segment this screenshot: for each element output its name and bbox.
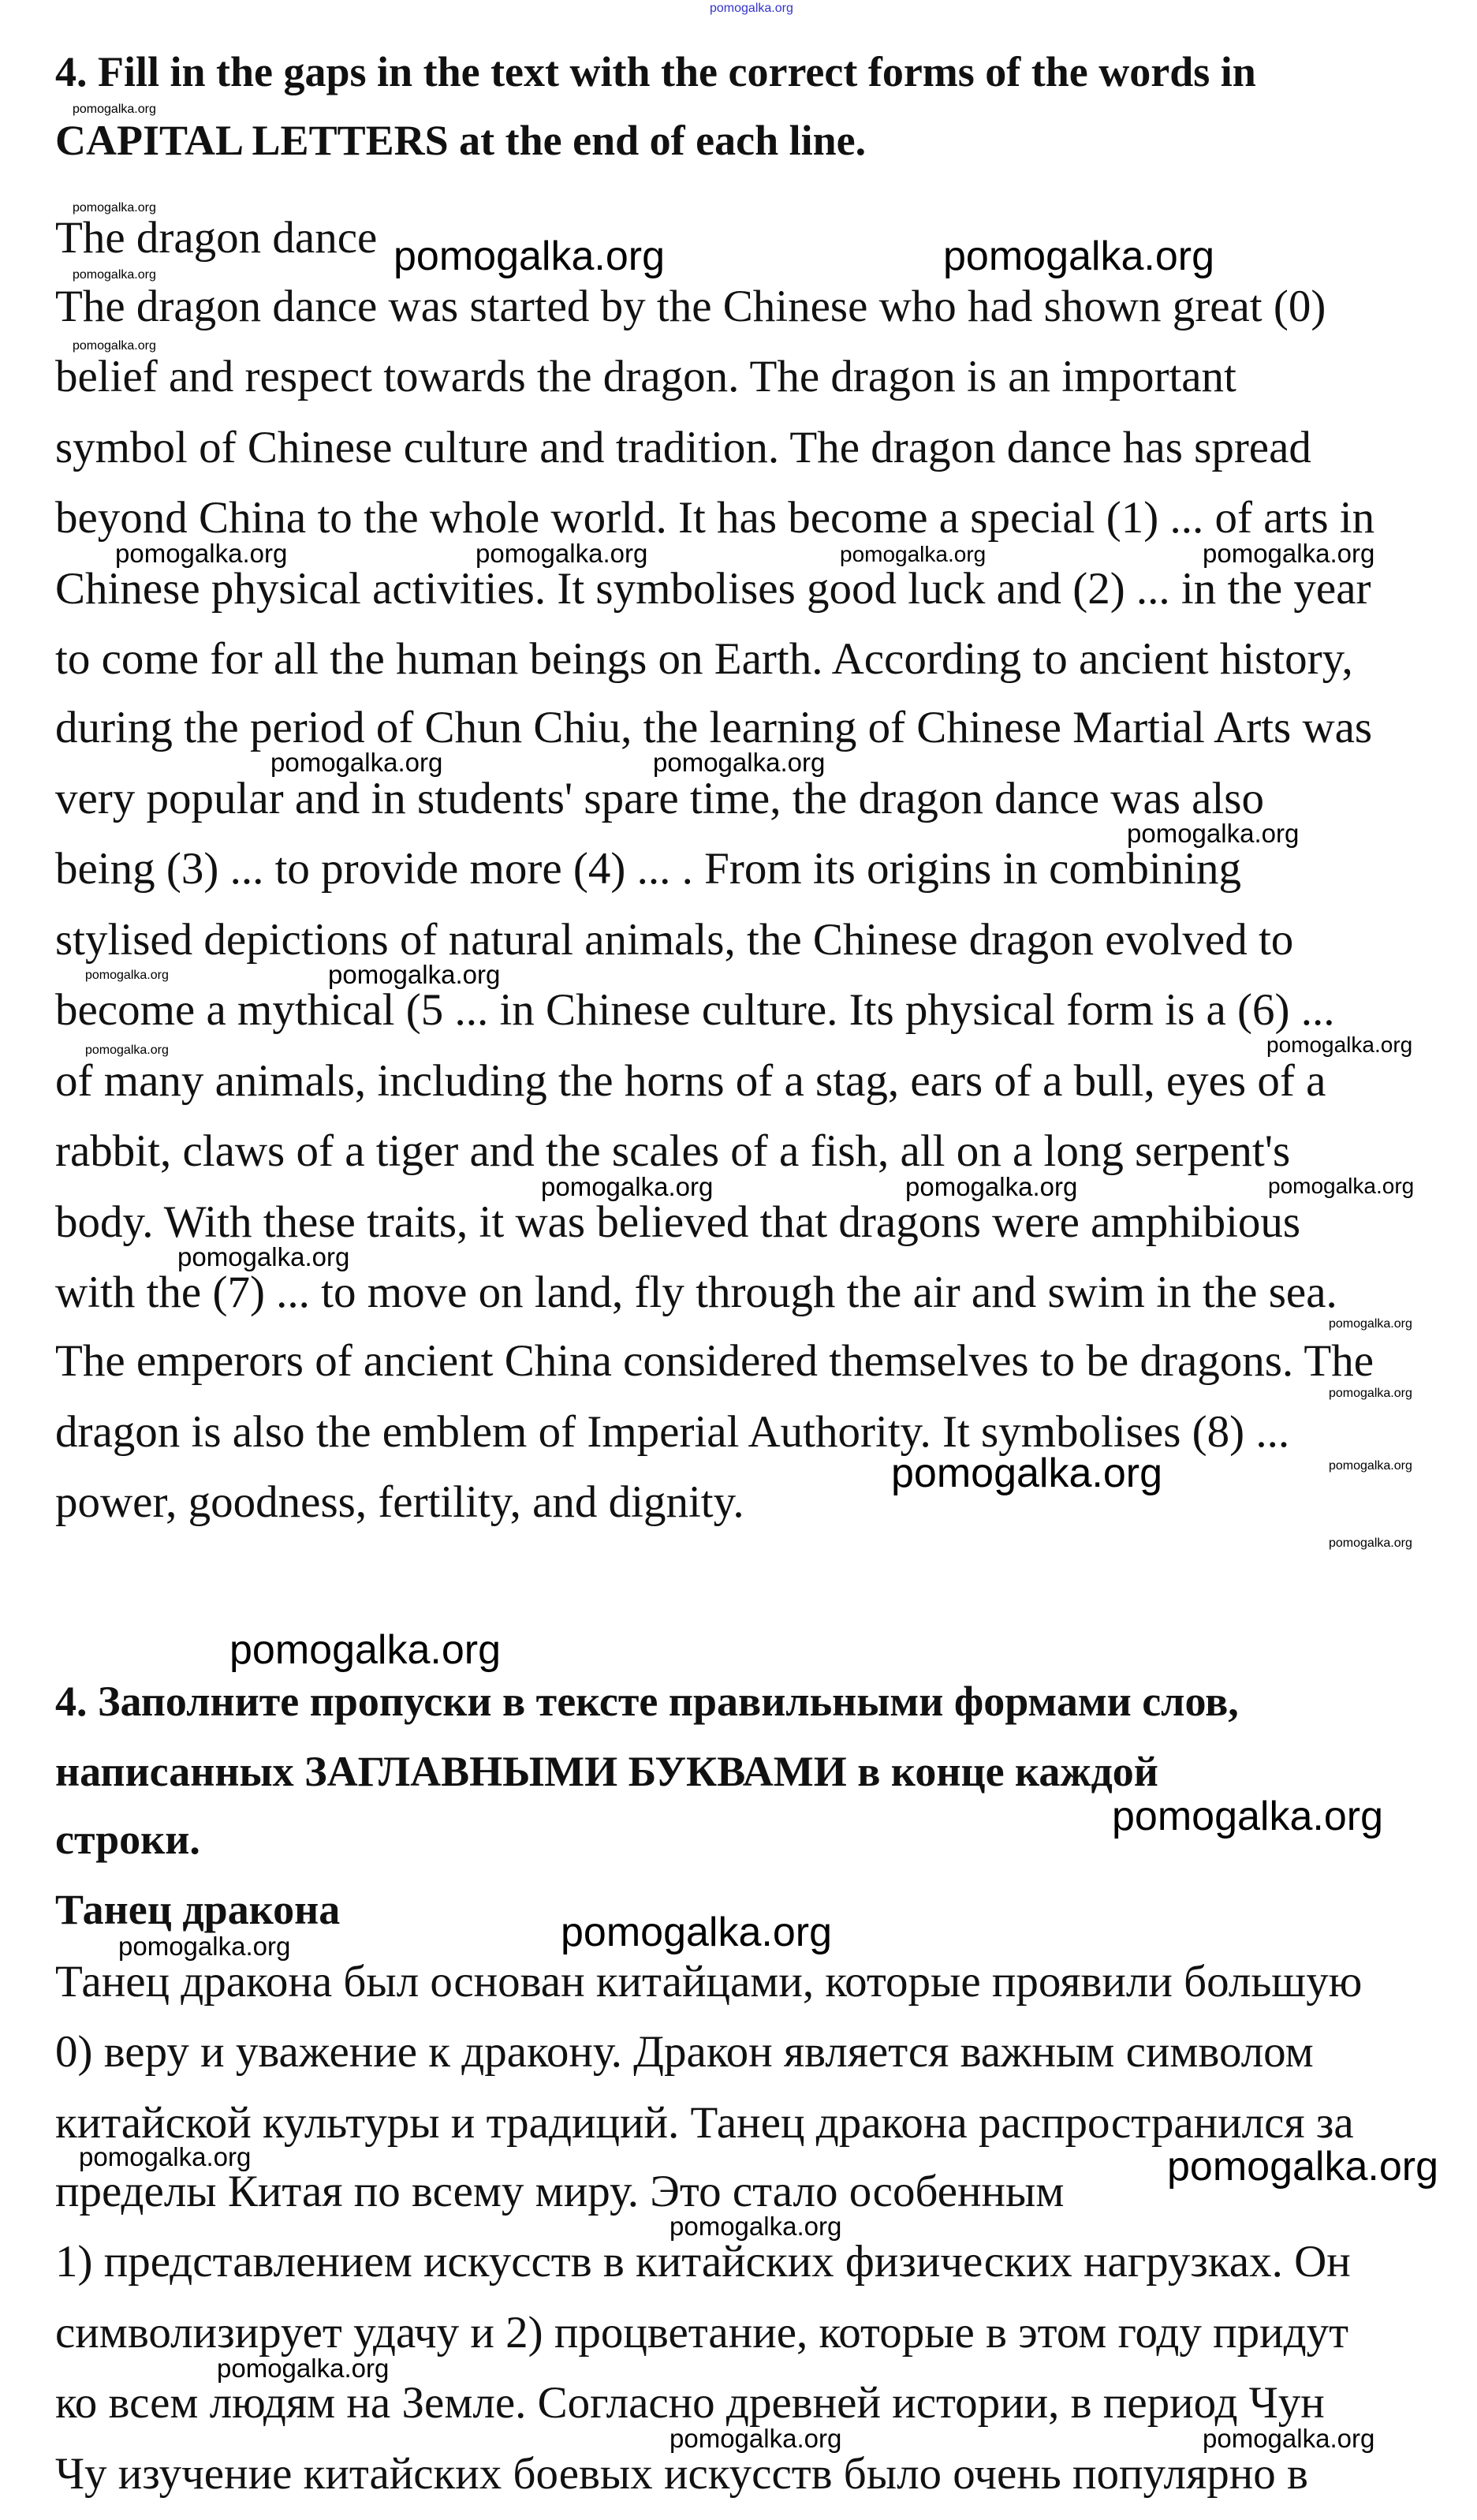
watermark: pomogalka.org [541,1172,714,1201]
text-line: body. With these traits, it was believed that dragons were amphibious [55,1197,1301,1247]
watermark: pomogalka.org [840,542,987,566]
text-line: become a mythical (5 ... in Chinese culture. Its physical form is a (6) ... [55,985,1335,1035]
text-line: during the period of Chun Chiu, the learning of Chinese Martial Arts was [55,703,1373,752]
watermark: pomogalka.org [1167,2144,1438,2190]
watermark: pomogalka.org [177,1242,350,1271]
watermark: pomogalka.org [73,103,156,116]
text-line: belief and respect towards the dragon. The dragon is an important [55,352,1236,401]
text-line: dragon is also the emblem of Imperial Authority. It symbolises (8) ... [55,1407,1290,1457]
text-line: Танец дракона был основан китайцами, которые проявили большую [55,1957,1363,2007]
watermark: pomogalka.org [1266,1032,1413,1057]
watermark: pomogalka.org [1112,1794,1383,1839]
watermark: pomogalka.org [669,2424,842,2453]
watermark: pomogalka.org [73,201,156,215]
watermark: pomogalka.org [270,748,443,777]
text-line: stylised depictions of natural animals, the Chinese dragon evolved to [55,915,1294,965]
watermark: pomogalka.org [669,2212,842,2241]
exercise-heading-ru-line-3: строки. [55,1816,200,1863]
text-line: Chinese physical activities. It symbolises good luck and (2) ... in the year [55,564,1371,614]
exercise-heading-en-line-2: CAPITAL LETTERS at the end of each line. [55,117,867,164]
watermark: pomogalka.org [1203,2424,1375,2453]
text-line: power, goodness, fertility, and dignity. [55,1477,744,1527]
watermark: pomogalka.org [393,233,665,279]
text-line: very popular and in students' spare time, the dragon dance was also [55,774,1264,823]
text-line: beyond China to the whole world. It has become a special (1) ... of arts in [55,493,1375,543]
text-line: символизирует удачу и 2) процветание, которые в этом году придут [55,2308,1349,2358]
text-title-ru: Танец дракона [55,1886,341,1933]
watermark: pomogalka.org [1329,1459,1412,1473]
watermark: pomogalka.org [229,1627,501,1673]
watermark: pomogalka.org [1203,539,1375,568]
watermark: pomogalka.org [115,539,288,568]
text-line: The dragon dance was started by the Chinese who had shown great (0) [55,282,1326,331]
watermark: pomogalka.org [73,339,156,353]
exercise-heading-en-line-1: 4. Fill in the gaps in the text with the correct forms of the words in [55,48,1256,95]
text-line: 1) представлением искусств в китайских физических нагрузках. Он [55,2237,1351,2287]
watermark: pomogalka.org [1127,819,1300,848]
text-line: ко всем людям на Земле. Согласно древней истории, в период Чун [55,2378,1325,2428]
text-line: with the (7) ... to move on land, fly through the air and swim in the sea. [55,1267,1337,1317]
watermark: pomogalka.org [118,1932,291,1961]
text-line: китайской культуры и традиций. Танец дракона распространился за [55,2098,1354,2148]
watermark: pomogalka.org [905,1172,1078,1201]
watermark: pomogalka.org [1329,1317,1412,1331]
text-line: Чу изучение китайских боевых искусств было очень популярно в [55,2449,1308,2499]
watermark: pomogalka.org [1329,1536,1412,1550]
watermark: pomogalka.org [85,969,169,982]
watermark: pomogalka.org [328,960,501,989]
watermark: pomogalka.org [653,748,826,777]
text-line: to come for all the human beings on Earth. According to ancient history, [55,634,1353,684]
watermark-link[interactable]: pomogalka.org [710,2,793,15]
text-line: rabbit, claws of a tiger and the scales of a fish, all on a long serpent's [55,1126,1291,1176]
text-line: пределы Китая по всему миру. Это стало особенным [55,2167,1065,2216]
text-line: symbol of Chinese culture and tradition. The dragon dance has spread [55,423,1311,472]
text-title-en: The dragon dance [55,213,378,263]
watermark: pomogalka.org [217,2354,390,2383]
watermark: pomogalka.org [1329,1387,1412,1400]
text-line: The emperors of ancient China considered themselves to be dragons. The [55,1336,1374,1386]
text-line: of many animals, including the horns of a stag, ears of a bull, eyes of a [55,1056,1326,1106]
exercise-heading-ru-line-2: написанных ЗАГЛАВНЫМИ БУКВАМИ в конце каждой [55,1748,1158,1795]
watermark: pomogalka.org [1268,1174,1415,1198]
watermark: pomogalka.org [891,1450,1162,1496]
watermark: pomogalka.org [79,2142,252,2171]
watermark: pomogalka.org [85,1043,169,1057]
text-line: 0) веру и уважение к дракону. Дракон является важным символом [55,2027,1314,2077]
watermark: pomogalka.org [561,1910,832,1955]
watermark: pomogalka.org [943,233,1214,279]
watermark: pomogalka.org [476,539,648,568]
exercise-heading-ru-line-1: 4. Заполните пропуски в тексте правильными формами слов, [55,1678,1239,1725]
watermark: pomogalka.org [73,268,156,282]
text-line: being (3) ... to provide more (4) ... . From its origins in combining [55,844,1241,894]
